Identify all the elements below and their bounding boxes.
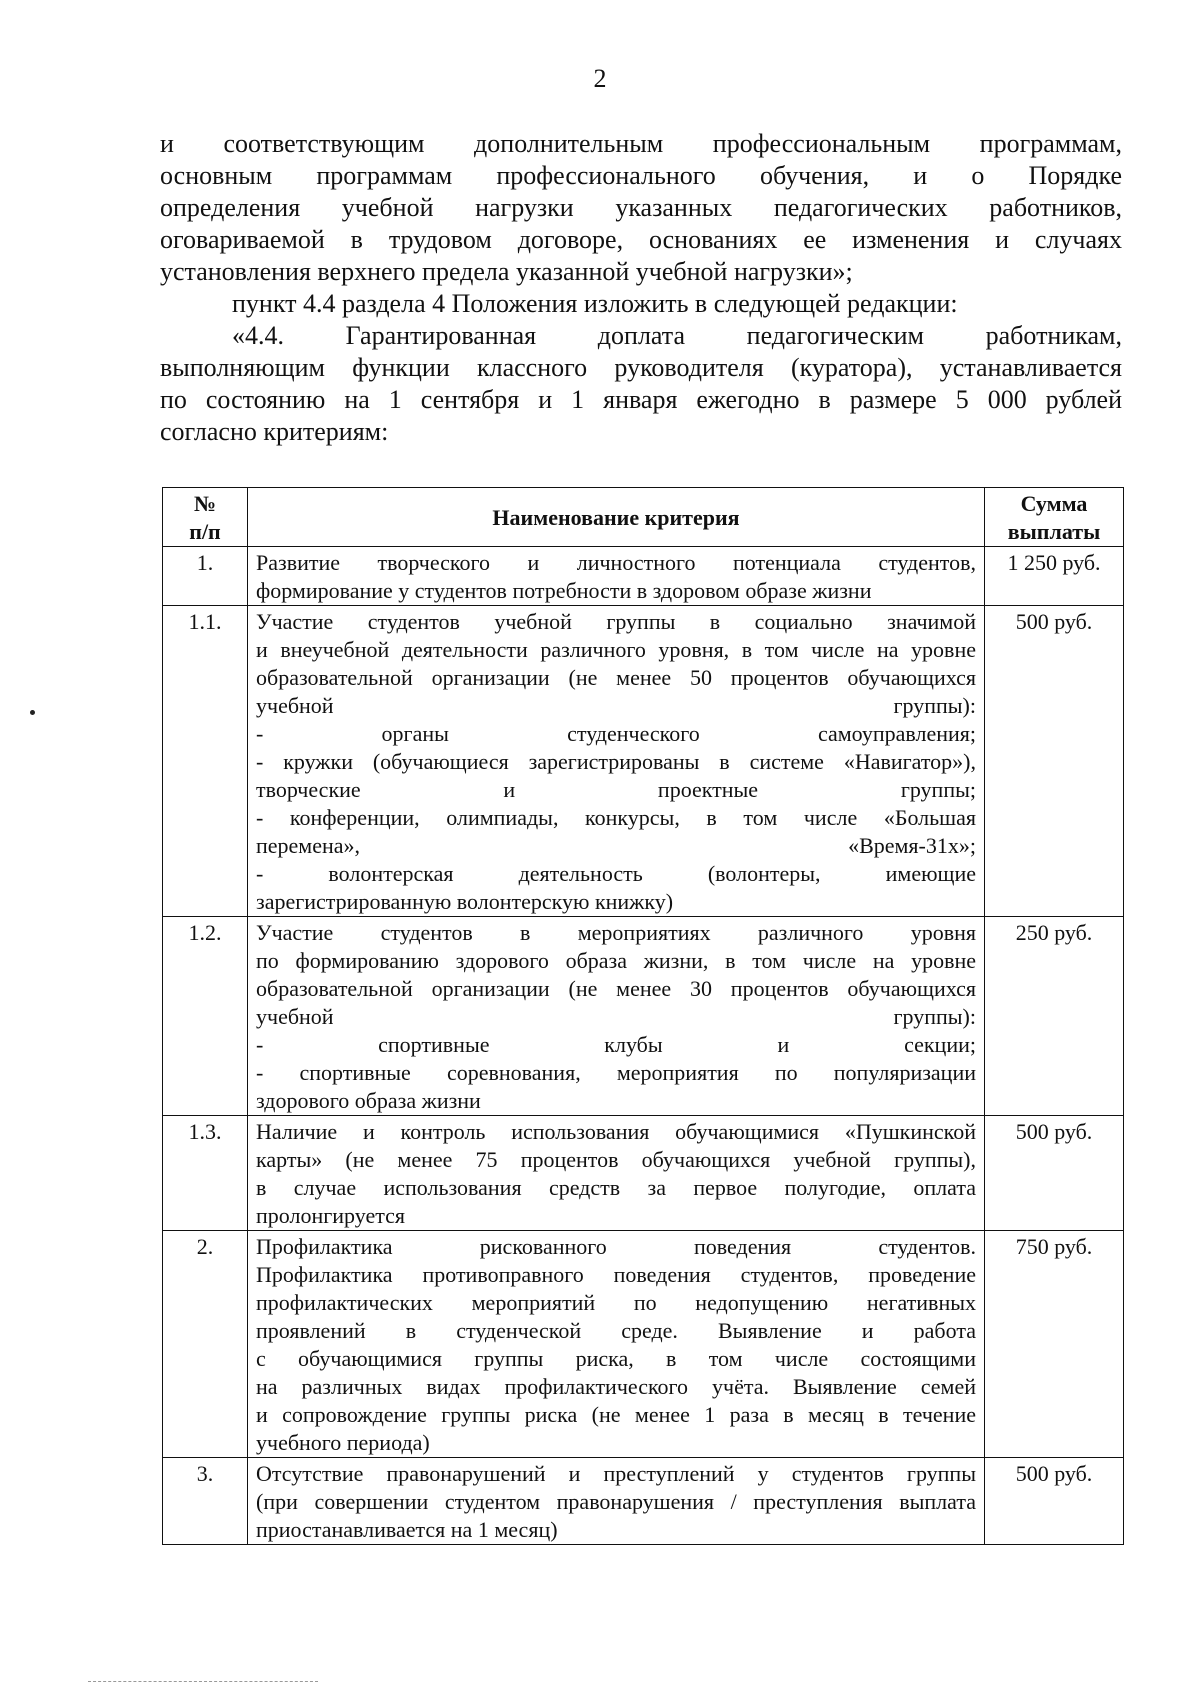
table-row: [163, 1116, 1124, 1231]
body-text: [160, 128, 1122, 448]
criterion-line: приостанавливается на 1 месяц): [256, 1517, 558, 1542]
paragraph-2: пункт 4.4 раздела 4 Положения изложить в следующей редакции:: [232, 289, 958, 318]
criterion-number: 2.: [163, 1231, 248, 1458]
criterion-line: образовательной организации (не менее 30 процентов обучающихся: [256, 976, 976, 1001]
criterion-line: здорового образа жизни: [256, 1088, 481, 1113]
criterion-amount: 750 руб.: [985, 1231, 1124, 1458]
paragraph-3: [160, 320, 1122, 448]
table-row: [163, 606, 1124, 917]
criterion-line: - спортивные соревнования, мероприятия по популяризации: [256, 1060, 976, 1085]
criterion-amount: 1 250 руб.: [985, 547, 1124, 606]
criterion-line: образовательной организации (не менее 50 процентов обучающихся: [256, 665, 976, 690]
header-criterion-name: Наименование критерия: [248, 488, 985, 547]
text-line: установления верхнего предела указанной учебной нагрузки»;: [160, 257, 853, 286]
criterion-line: Наличие и контроль использования обучающимися «Пушкинской: [256, 1119, 976, 1144]
table-header-row: [163, 488, 1124, 547]
scan-artifact-line: [88, 1681, 318, 1682]
header-number: [163, 488, 248, 547]
header-number-line2: п/п: [189, 519, 221, 544]
criterion-line: учебного периода): [256, 1430, 430, 1455]
table-row: [163, 917, 1124, 1116]
text-line: и соответствующим дополнительным профессиональным программам,: [160, 129, 1122, 158]
criterion-line: зарегистрированную волонтерскую книжку): [256, 889, 674, 914]
criterion-number: 1.2.: [163, 917, 248, 1116]
page-number: 2: [593, 64, 607, 93]
criterion-line: пролонгируется: [256, 1203, 405, 1228]
text-line: оговариваемой в трудовом договоре, основаниях ее изменения и случаях: [160, 225, 1122, 254]
criterion-number: 1.1.: [163, 606, 248, 917]
criterion-line: Участие студентов учебной группы в социально значимой: [256, 609, 976, 634]
criterion-line: - спортивные клубы и секции;: [256, 1032, 976, 1057]
criterion-line: профилактических мероприятий по недопущению негативных: [256, 1290, 976, 1315]
criteria-table: [162, 487, 1124, 1545]
criterion-line: в случае использования средств за первое полугодие, оплата: [256, 1175, 976, 1200]
criterion-line: Развитие творческого и личностного потенциала студентов,: [256, 550, 976, 575]
table-row: [163, 547, 1124, 606]
criterion-description: [248, 1231, 985, 1458]
criterion-line: учебной группы):: [256, 693, 976, 718]
criteria-table-body: [163, 547, 1124, 1545]
criterion-amount: 500 руб.: [985, 1116, 1124, 1231]
criterion-amount: 500 руб.: [985, 606, 1124, 917]
criterion-line: перемена», «Время-31х»;: [256, 833, 976, 858]
criterion-line: и сопровождение группы риска (не менее 1 раза в месяц в течение: [256, 1402, 976, 1427]
text-line: «4.4. Гарантированная доплата педагогическим работникам,: [232, 321, 1122, 350]
header-amount-line1: Сумма: [1020, 491, 1088, 516]
criterion-line: (при совершении студентом правонарушения / преступления выплата: [256, 1489, 976, 1514]
criterion-description: [248, 917, 985, 1116]
criterion-line: учебной группы):: [256, 1004, 976, 1029]
criterion-line: - конференции, олимпиады, конкурсы, в том числе «Большая: [256, 805, 976, 830]
criterion-line: - волонтерская деятельность (волонтеры, имеющие: [256, 861, 976, 886]
criterion-amount: 250 руб.: [985, 917, 1124, 1116]
criterion-description: [248, 1116, 985, 1231]
text-line: выполняющим функции классного руководителя (куратора), устанавливается: [160, 353, 1122, 382]
criterion-line: проявлений в студенческой среде. Выявление и работа: [256, 1318, 976, 1343]
criterion-number: 3.: [163, 1458, 248, 1545]
criterion-line: Профилактика рискованного поведения студентов.: [256, 1234, 976, 1259]
criterion-line: творческие и проектные группы;: [256, 777, 976, 802]
criterion-line: Отсутствие правонарушений и преступлений у студентов группы: [256, 1461, 976, 1486]
criterion-description: [248, 1458, 985, 1545]
criterion-line: Профилактика противоправного поведения студентов, проведение: [256, 1262, 976, 1287]
criterion-line: на различных видах профилактического учёта. Выявление семей: [256, 1374, 976, 1399]
criterion-line: и внеучебной деятельности различного уровня, в том числе на уровне: [256, 637, 976, 662]
criterion-line: - органы студенческого самоуправления;: [256, 721, 976, 746]
header-amount: [985, 488, 1124, 547]
criterion-description: [248, 606, 985, 917]
criterion-line: карты» (не менее 75 процентов обучающихся учебной группы),: [256, 1147, 976, 1172]
criterion-line: формирование у студентов потребности в здоровом образе жизни: [256, 578, 872, 603]
criterion-number: 1.: [163, 547, 248, 606]
paragraph-1: [160, 128, 1122, 288]
text-line: основным программам профессионального обучения, и о Порядке: [160, 161, 1122, 190]
criterion-line: - кружки (обучающиеся зарегистрированы в системе «Навигатор»),: [256, 749, 976, 774]
header-number-line1: №: [193, 491, 217, 516]
header-amount-line2: выплаты: [1007, 519, 1101, 544]
criterion-line: по формированию здорового образа жизни, в том числе на уровне: [256, 948, 976, 973]
scan-artifact-dot: [30, 710, 35, 715]
text-line: определения учебной нагрузки указанных педагогических работников,: [160, 193, 1122, 222]
criterion-line: Участие студентов в мероприятиях различного уровня: [256, 920, 976, 945]
table-row: [163, 1231, 1124, 1458]
criterion-line: с обучающимися группы риска, в том числе состоящими: [256, 1346, 976, 1371]
table-row: [163, 1458, 1124, 1545]
criterion-amount: 500 руб.: [985, 1458, 1124, 1545]
text-line: по состоянию на 1 сентября и 1 января ежегодно в размере 5 000 рублей: [160, 385, 1122, 414]
criterion-number: 1.3.: [163, 1116, 248, 1231]
text-line: согласно критериям:: [160, 417, 389, 446]
criterion-description: [248, 547, 985, 606]
